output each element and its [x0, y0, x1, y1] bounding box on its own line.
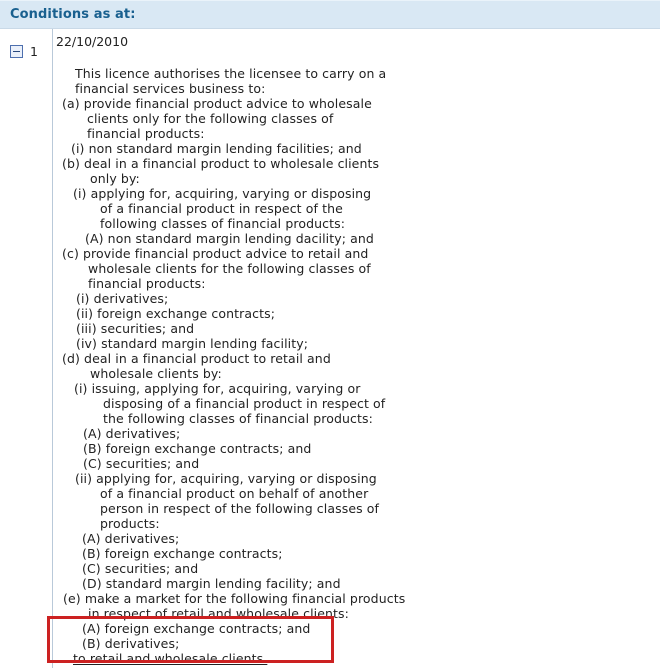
- licence-text-line: (i) non standard margin lending facilities; and: [71, 141, 362, 156]
- licence-text-line: financial services business to:: [75, 81, 266, 96]
- licence-text-line: (i) derivatives;: [76, 291, 169, 306]
- conditions-header-title: Conditions as at:: [10, 7, 136, 22]
- licence-text-line: (D) standard margin lending facility; and: [82, 576, 341, 591]
- licence-text: [53, 66, 660, 666]
- licence-text-line: of a financial product in respect of the: [100, 201, 343, 216]
- licence-text-line: (b) deal in a financial product to wholesale clients: [62, 156, 380, 171]
- licence-text-line: (C) securities; and: [83, 456, 200, 471]
- licence-text-line: clients only for the following classes of: [87, 111, 334, 126]
- entry-number-column: [0, 29, 53, 668]
- minus-glyph: [13, 51, 20, 52]
- licence-text-line: (i) issuing, applying for, acquiring, varying or: [74, 381, 361, 396]
- licence-text-line: the following classes of financial products:: [103, 411, 373, 426]
- licence-text-line: (ii) foreign exchange contracts;: [76, 306, 276, 321]
- licence-text-line: products:: [100, 516, 160, 531]
- licence-text-line: financial products:: [88, 276, 206, 291]
- licence-text-line: (A) derivatives;: [83, 426, 181, 441]
- entry-number: 1: [30, 44, 38, 59]
- licence-text-line: (B) foreign exchange contracts;: [82, 546, 283, 561]
- licence-text-line: person in respect of the following classes of: [100, 501, 380, 516]
- licence-text-line: (e) make a market for the following financial products: [63, 591, 406, 606]
- licence-text-line: disposing of a financial product in respect of: [103, 396, 386, 411]
- licence-text-line: (A) foreign exchange contracts; and: [82, 621, 311, 636]
- collapse-minus-icon[interactable]: [10, 45, 23, 58]
- licence-text-line: of a financial product on behalf of another: [100, 486, 369, 501]
- licence-text-line: wholesale clients by:: [90, 366, 222, 381]
- licence-text-line: (iii) securities; and: [76, 321, 195, 336]
- licence-text-line: (B) foreign exchange contracts; and: [83, 441, 312, 456]
- licence-text-line: (c) provide financial product advice to retail and: [62, 246, 369, 261]
- licence-text-line: This licence authorises the licensee to carry on a: [75, 66, 387, 81]
- licence-text-line: (iv) standard margin lending facility;: [76, 336, 309, 351]
- licence-text-line: (d) deal in a financial product to retail and: [62, 351, 331, 366]
- licence-text-line: following classes of financial products:: [100, 216, 346, 231]
- licence-text-line: (i) applying for, acquiring, varying or disposing: [73, 186, 372, 201]
- condition-entry-row: [0, 29, 660, 668]
- licence-text-line: financial products:: [87, 126, 205, 141]
- licence-text-line: (B) derivatives;: [82, 636, 180, 651]
- licence-text-line: (C) securities; and: [82, 561, 199, 576]
- licence-text-line: wholesale clients for the following classes of: [88, 261, 371, 276]
- licence-text-line: only by:: [90, 171, 140, 186]
- licence-text-line: to retail and wholesale clients.: [73, 651, 268, 666]
- licence-text-line: (A) non standard margin lending dacility; and: [85, 231, 374, 246]
- licence-text-line: in respect of retail and wholesale clients:: [88, 606, 349, 621]
- licence-text-line: (ii) applying for, acquiring, varying or disposing: [75, 471, 377, 486]
- conditions-header-bar: [0, 0, 660, 29]
- condition-content-column: [53, 29, 660, 668]
- entry-number-row: [10, 44, 52, 59]
- condition-date: 22/10/2010: [56, 34, 129, 49]
- licence-text-line: (A) derivatives;: [82, 531, 180, 546]
- licence-text-line: (a) provide financial product advice to wholesale: [62, 96, 372, 111]
